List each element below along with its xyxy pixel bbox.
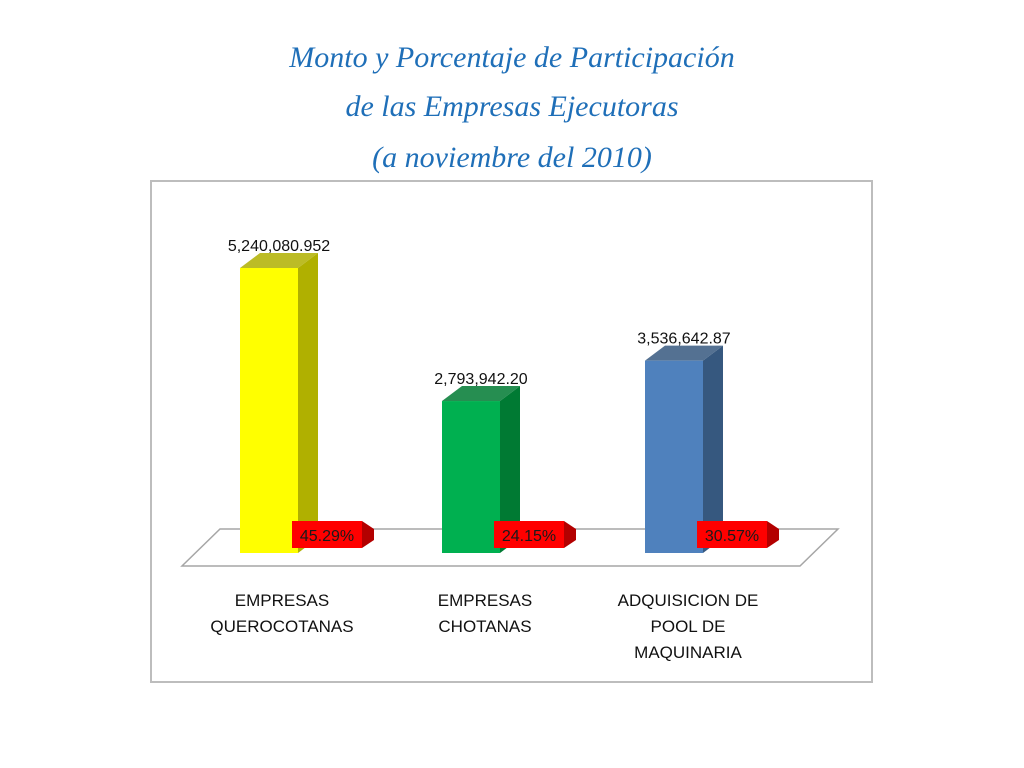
- chart-title-line-1: Monto y Porcentaje de Participación: [289, 41, 735, 74]
- category-label-line: EMPRESAS: [437, 591, 533, 610]
- category-label-line: EMPRESAS: [234, 591, 330, 610]
- category-label-2: [395, 588, 575, 640]
- percent-label-2: 24.15%: [501, 528, 557, 545]
- category-label-1: [192, 588, 372, 640]
- chart-title-line-2: de las Empresas Ejecutoras: [345, 90, 679, 123]
- bar-3: [645, 361, 703, 553]
- percent-label-1: 45.29%: [299, 528, 355, 545]
- category-label-line: ADQUISICION DE: [617, 591, 759, 610]
- category-label-line: CHOTANAS: [438, 617, 532, 636]
- category-label-3: [598, 588, 778, 666]
- bar-2: [442, 401, 500, 553]
- bar-1: [240, 268, 298, 553]
- value-label-1: 5,240,080.952: [227, 238, 331, 255]
- value-label-2: 2,793,942.20: [434, 371, 528, 389]
- category-label-line: POOL DE: [650, 617, 726, 636]
- percent-label-3: 30.57%: [704, 528, 760, 545]
- category-label-line: MAQUINARIA: [634, 643, 742, 662]
- bar-side-1: [298, 253, 318, 553]
- chart-title-line-3: (a noviembre del 2010): [372, 141, 652, 174]
- category-label-line: QUEROCOTANAS: [210, 617, 354, 636]
- value-label-3: 3,536,642.87: [637, 330, 731, 348]
